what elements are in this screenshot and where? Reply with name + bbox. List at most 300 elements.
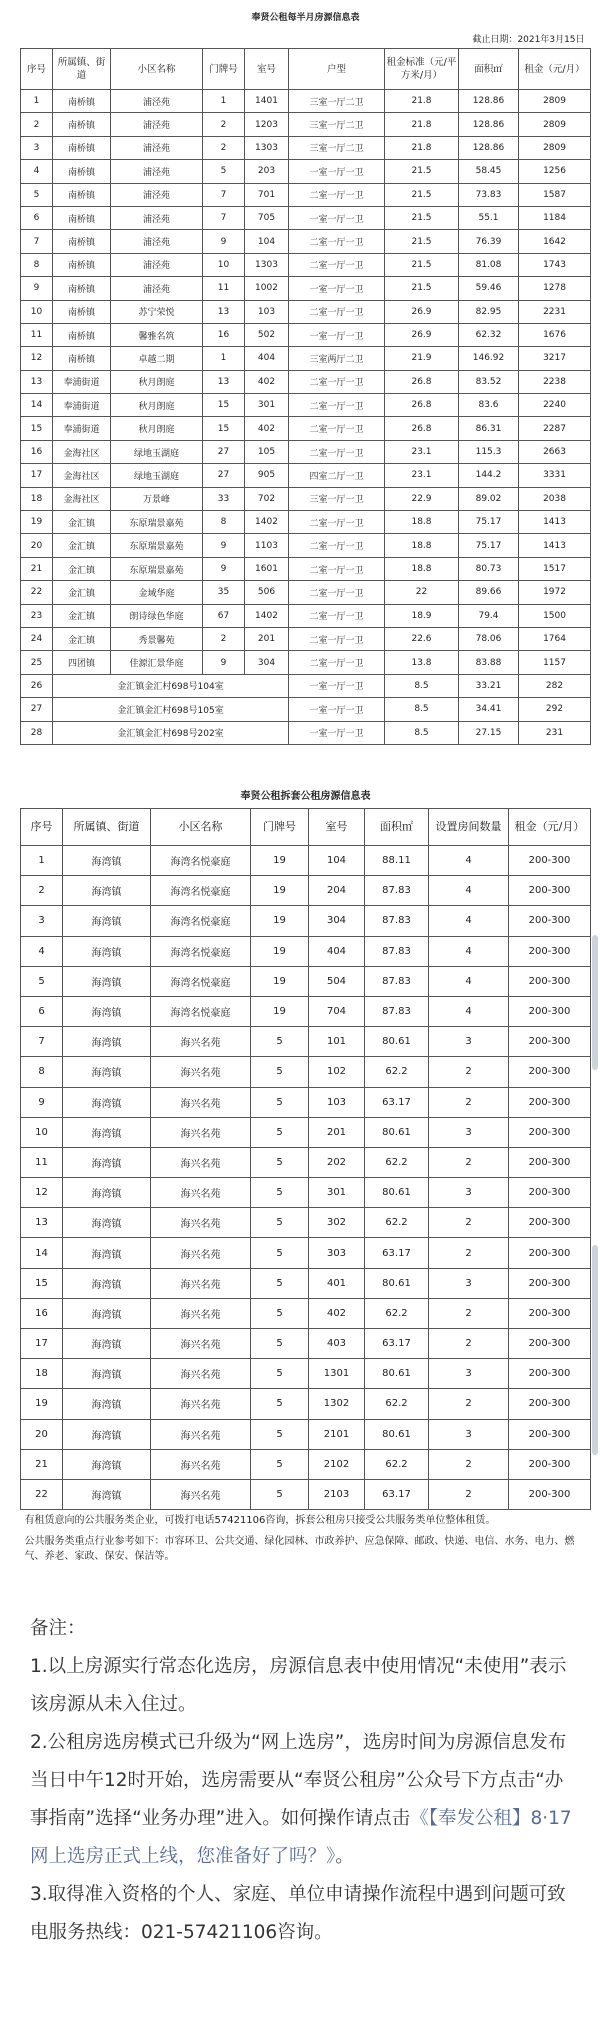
table-cell: 5: [251, 1238, 309, 1268]
table-cell: 海兴名苑: [151, 1027, 251, 1057]
table-row: [21, 1389, 591, 1419]
header-cell: 序号: [21, 809, 63, 846]
table-cell: 303: [309, 1238, 365, 1268]
table-cell: 86.31: [459, 417, 519, 440]
header-cell: 室号: [245, 49, 289, 90]
table-cell: 80.61: [365, 1268, 429, 1298]
table-cell: 27: [21, 698, 53, 721]
table-cell: 金汇镇: [53, 511, 111, 534]
table-cell: 62.2: [365, 1208, 429, 1238]
table-cell: 21.5: [385, 277, 459, 300]
table-cell: 海兴名苑: [151, 1117, 251, 1147]
table-cell: 12: [21, 347, 53, 370]
table-cell: 南桥镇: [53, 277, 111, 300]
table-cell: 南桥镇: [53, 160, 111, 183]
table-cell: 海兴名苑: [151, 1389, 251, 1419]
table-cell: 18.8: [385, 511, 459, 534]
table-cell: 三室一厅二卫: [289, 113, 385, 136]
table-cell: 63.17: [365, 1087, 429, 1117]
table-cell: 200-300: [509, 1057, 591, 1087]
table-cell: 34.41: [459, 698, 519, 721]
table-cell: 二室一厅一卫: [289, 557, 385, 580]
table-cell: 62.32: [459, 323, 519, 346]
table-cell: 9: [21, 1087, 63, 1117]
table-cell: 7: [203, 206, 245, 229]
table-cell: 22.9: [385, 487, 459, 510]
table-cell: 25: [21, 651, 53, 674]
table-cell: 一室一厅一卫: [289, 206, 385, 229]
header-cell: 小区名称: [111, 49, 203, 90]
table-cell: 200-300: [509, 1449, 591, 1479]
table-cell: 南桥镇: [53, 230, 111, 253]
table-cell: 1303: [245, 136, 289, 159]
table-cell: 1642: [519, 230, 591, 253]
table-body: [21, 90, 591, 745]
header-cell: 设置房间数量: [429, 809, 509, 846]
table-cell: 75.17: [459, 534, 519, 557]
table-cell: 二室一厅一卫: [289, 604, 385, 627]
table-row: [21, 370, 591, 393]
table-cell: 26.8: [385, 417, 459, 440]
table-row: [21, 1178, 591, 1208]
header-cell: 户型: [289, 49, 385, 90]
table-cell: 5: [203, 160, 245, 183]
table-cell: 海湾镇: [63, 1298, 151, 1328]
table-cell: 5: [251, 1329, 309, 1359]
remark-text: 2.公租房选房模式已升级为“网上选房”，选房时间为房源信息发布当日中午12时开始，选房需要从“奉贤公租房”公众号下方点击“办事指南”选择“业务办理”进入。如何操作请点击: [30, 1732, 567, 1829]
table-cell: 海兴名苑: [151, 1238, 251, 1268]
table-cell: 8.5: [385, 698, 459, 721]
table-cell: 海湾镇: [63, 1027, 151, 1057]
table-cell: 200-300: [509, 1298, 591, 1328]
table-cell: 南桥镇: [53, 183, 111, 206]
table-row: [21, 1268, 591, 1298]
table-cell: 1301: [309, 1359, 365, 1389]
table-row: [21, 1117, 591, 1147]
table-title: 奉贤公租拆套公租房源信息表: [21, 780, 591, 809]
table-cell: 金海社区: [53, 440, 111, 463]
table-cell: 2: [203, 136, 245, 159]
header-cell: 小区名称: [151, 809, 251, 846]
table-cell: 4: [429, 906, 509, 936]
split-housing-table-sheet: [20, 780, 590, 1567]
table-cell: 202: [309, 1147, 365, 1177]
article-link[interactable]: 《【奉发公租】8·17网上选房正式上线，您准备好了吗？》: [30, 1808, 572, 1867]
table-cell: 10: [21, 300, 53, 323]
table-cell: 404: [245, 347, 289, 370]
table-cell: 5: [251, 1479, 309, 1509]
table-cell: 浦泾苑: [111, 136, 203, 159]
table-cell: 海湾名悦豪庭: [151, 936, 251, 966]
table-cell: 2: [429, 1298, 509, 1328]
table-cell: 5: [251, 1117, 309, 1147]
table-cell: 奉浦街道: [53, 394, 111, 417]
table-cell: 一室一厅一卫: [289, 698, 385, 721]
table-row: [21, 721, 591, 744]
table-cell: 19: [251, 966, 309, 996]
table-row: [21, 557, 591, 580]
table-cell: 401: [309, 1268, 365, 1298]
table-cell: 19: [251, 996, 309, 1026]
table-cell: 金汇镇: [53, 581, 111, 604]
table-cell: 1972: [519, 581, 591, 604]
table-cell: 2240: [519, 394, 591, 417]
table-cell: 11: [21, 1147, 63, 1177]
table-cell: 21.8: [385, 90, 459, 113]
table-cell: 304: [245, 651, 289, 674]
table-cell: 200-300: [509, 1178, 591, 1208]
table-cell: 13: [21, 370, 53, 393]
table-cell: 1184: [519, 206, 591, 229]
table-row: [21, 1449, 591, 1479]
table-cell: 1401: [245, 90, 289, 113]
table-row: [21, 323, 591, 346]
table-cell: 一室一厅一卫: [289, 721, 385, 744]
table-cell: 702: [245, 487, 289, 510]
table-cell: 金汇镇: [53, 604, 111, 627]
table-cell: 2: [429, 1238, 509, 1268]
table-cell: 403: [309, 1329, 365, 1359]
table-body: [21, 846, 591, 1510]
table-cell: 2: [203, 113, 245, 136]
table-cell: 23.1: [385, 464, 459, 487]
table-cell: 二室一厅一卫: [289, 651, 385, 674]
table-cell: 200-300: [509, 1479, 591, 1509]
table-row: [21, 1419, 591, 1449]
table-row: [21, 113, 591, 136]
table-cell: 128.86: [459, 90, 519, 113]
table-row: [21, 1087, 591, 1117]
table-row: [21, 183, 591, 206]
table-cell: 3: [429, 1268, 509, 1298]
table-row: [21, 651, 591, 674]
table-row: [21, 464, 591, 487]
table-cell: 1500: [519, 604, 591, 627]
table-cell: 海湾镇: [63, 1449, 151, 1479]
header-cell: 租金标准（元/平方米/月）: [385, 49, 459, 90]
table-cell: 海湾镇: [63, 1419, 151, 1449]
table-cell: 80.61: [365, 1117, 429, 1147]
table-cell: 63.17: [365, 1479, 429, 1509]
table-cell: 浦泾苑: [111, 160, 203, 183]
table-cell: 绿地玉湖庭: [111, 464, 203, 487]
table-cell: 5: [251, 1389, 309, 1419]
table-cell: 87.83: [365, 876, 429, 906]
table-cell: 22: [21, 1479, 63, 1509]
table-cell: 15: [21, 417, 53, 440]
table-cell: 海湾镇: [63, 996, 151, 1026]
table-row: [21, 206, 591, 229]
table-cell: 秋月朗庭: [111, 370, 203, 393]
table-cell: 19: [21, 511, 53, 534]
table-cell: 金汇镇: [53, 534, 111, 557]
table-cell: 海兴名苑: [151, 1087, 251, 1117]
table-cell: 1601: [245, 557, 289, 580]
scrollbar-thumb[interactable]: [592, 1245, 598, 1455]
table-cell: 14: [21, 1238, 63, 1268]
table-cell: 1256: [519, 160, 591, 183]
table-cell: 13: [203, 370, 245, 393]
table-cell: 二室一厅一卫: [289, 394, 385, 417]
table-cell: 四室二厅一卫: [289, 464, 385, 487]
table-cell: 1676: [519, 323, 591, 346]
table-cell: 3: [429, 1117, 509, 1147]
table-cell: 海兴名苑: [151, 1298, 251, 1328]
table-cell: 11: [21, 323, 53, 346]
table-row: [21, 1238, 591, 1268]
table-cell: 87.83: [365, 996, 429, 1026]
table-cell: 128.86: [459, 136, 519, 159]
table-cell: 海兴名苑: [151, 1147, 251, 1177]
table-row: [21, 906, 591, 936]
table-cell: 304: [309, 906, 365, 936]
table-row: [21, 846, 591, 876]
table-cell: 63.17: [365, 1238, 429, 1268]
table-cell: 金海社区: [53, 487, 111, 510]
table-cell: 200-300: [509, 1147, 591, 1177]
table-cell: 1: [21, 90, 53, 113]
table-cell: 金汇镇金汇村698号104室: [53, 674, 289, 697]
table-cell: 8: [203, 511, 245, 534]
table-cell: 55.1: [459, 206, 519, 229]
table-cell: 200-300: [509, 1087, 591, 1117]
table-cell: 4: [429, 846, 509, 876]
table-cell: 21.5: [385, 160, 459, 183]
table-cell: 朗诗绿色华庭: [111, 604, 203, 627]
table-cell: 苏宁荣悦: [111, 300, 203, 323]
table-cell: 201: [245, 627, 289, 650]
table-cell: 金海社区: [53, 464, 111, 487]
table-row: [21, 936, 591, 966]
table-cell: 302: [309, 1208, 365, 1238]
table-cell: 1743: [519, 253, 591, 276]
table-cell: 1103: [245, 534, 289, 557]
table-row: [21, 230, 591, 253]
table-cell: 87.83: [365, 936, 429, 966]
table-cell: 南桥镇: [53, 206, 111, 229]
table-cell: 89.02: [459, 487, 519, 510]
table-cell: 101: [309, 1027, 365, 1057]
table-cell: 5: [251, 1449, 309, 1479]
table-row: [21, 136, 591, 159]
table-cell: 海湾镇: [63, 1087, 151, 1117]
table-cell: 秋月朗庭: [111, 417, 203, 440]
table-cell: 24: [21, 627, 53, 650]
table-cell: 15: [203, 394, 245, 417]
table-cell: 东原瑞景嘉苑: [111, 534, 203, 557]
table-cell: 301: [309, 1178, 365, 1208]
table-cell: 海湾名悦豪庭: [151, 996, 251, 1026]
table-cell: 76.39: [459, 230, 519, 253]
table-cell: 金汇镇: [53, 627, 111, 650]
table-cell: 海湾镇: [63, 846, 151, 876]
table-cell: 115.3: [459, 440, 519, 463]
table-cell: 海湾镇: [63, 1147, 151, 1177]
table-cell: 海兴名苑: [151, 1479, 251, 1509]
table-cell: 海湾名悦豪庭: [151, 876, 251, 906]
table-cell: 16: [21, 440, 53, 463]
table-cell: 200-300: [509, 996, 591, 1026]
table-cell: 200-300: [509, 966, 591, 996]
table-cell: 22.6: [385, 627, 459, 650]
table-cell: 5: [251, 1057, 309, 1087]
table-cell: 200-300: [509, 1117, 591, 1147]
table-cell: 82.95: [459, 300, 519, 323]
table-cell: 海湾镇: [63, 1238, 151, 1268]
table-cell: 80.61: [365, 1027, 429, 1057]
table-row: [21, 996, 591, 1026]
table-row: [21, 511, 591, 534]
table-cell: 二室一厅一卫: [289, 253, 385, 276]
table-cell: 21.8: [385, 113, 459, 136]
scrollbar-thumb[interactable]: [592, 935, 598, 1070]
table-cell: 8: [21, 253, 53, 276]
table-header-row: [21, 809, 591, 846]
table-cell: 一室一厅一卫: [289, 323, 385, 346]
table-cell: 1278: [519, 277, 591, 300]
table-cell: 19: [251, 876, 309, 906]
table-cell: 3: [21, 136, 53, 159]
table-cell: 83.6: [459, 394, 519, 417]
table-cell: 79.4: [459, 604, 519, 627]
table-cell: 海湾名悦豪庭: [151, 966, 251, 996]
table-cell: 404: [309, 936, 365, 966]
table-cell: 1002: [245, 277, 289, 300]
table-cell: 1203: [245, 113, 289, 136]
table-cell: 80.73: [459, 557, 519, 580]
table-cell: 7: [21, 230, 53, 253]
header-cell: 面积㎡: [365, 809, 429, 846]
table-cell: 浦泾苑: [111, 230, 203, 253]
table-cell: 18: [21, 1359, 63, 1389]
table-cell: 二室一厅一卫: [289, 440, 385, 463]
table-cell: 9: [203, 534, 245, 557]
table-cell: 23: [21, 604, 53, 627]
table-cell: 一室一厅一卫: [289, 160, 385, 183]
table-cell: 2663: [519, 440, 591, 463]
table-cell: 506: [245, 581, 289, 604]
table-cell: 21: [21, 557, 53, 580]
table-cell: 15: [203, 417, 245, 440]
table-cell: 金汇镇金汇村698号202室: [53, 721, 289, 744]
table-cell: 东原瑞景嘉苑: [111, 557, 203, 580]
table-cell: 南桥镇: [53, 90, 111, 113]
table-cell: 海湾名悦豪庭: [151, 846, 251, 876]
table-cell: 1413: [519, 534, 591, 557]
header-cell: 室号: [309, 809, 365, 846]
table-cell: 27: [203, 464, 245, 487]
table-row: [21, 698, 591, 721]
table-cell: 3331: [519, 464, 591, 487]
table-cell: 33.21: [459, 674, 519, 697]
table-cell: 26.8: [385, 394, 459, 417]
table-cell: 南桥镇: [53, 113, 111, 136]
table-cell: 1303: [245, 253, 289, 276]
table-cell: 282: [519, 674, 591, 697]
table-cell: 1: [203, 347, 245, 370]
table-cell: 13: [203, 300, 245, 323]
table-cell: 海兴名苑: [151, 1208, 251, 1238]
table-cell: 28: [21, 721, 53, 744]
header-cell: 门牌号: [203, 49, 245, 90]
table-cell: 200-300: [509, 1419, 591, 1449]
table-cell: 2809: [519, 136, 591, 159]
table-cell: 26: [21, 674, 53, 697]
table-cell: 104: [245, 230, 289, 253]
table-cell: 704: [309, 996, 365, 1026]
table-cell: 21.5: [385, 206, 459, 229]
table-cell: 海兴名苑: [151, 1449, 251, 1479]
table-cell: 22: [385, 581, 459, 604]
table-cell: 奉浦街道: [53, 417, 111, 440]
table-cell: 海兴名苑: [151, 1329, 251, 1359]
table-cell: 502: [245, 323, 289, 346]
table-cell: 402: [245, 417, 289, 440]
table-cell: 200-300: [509, 1027, 591, 1057]
table-cell: 海湾镇: [63, 1359, 151, 1389]
table-row: [21, 253, 591, 276]
table-row: [21, 1298, 591, 1328]
table-cell: 33: [203, 487, 245, 510]
table-cell: 26.8: [385, 370, 459, 393]
table-cell: 13: [21, 1208, 63, 1238]
table-cell: 海湾镇: [63, 1178, 151, 1208]
table-cell: 62.2: [365, 1389, 429, 1419]
table-cell: 8: [21, 1057, 63, 1087]
table-row: [21, 604, 591, 627]
table-cell: 104: [309, 846, 365, 876]
table-cell: 144.2: [459, 464, 519, 487]
table-cell: 1302: [309, 1389, 365, 1419]
table-cell: 1413: [519, 511, 591, 534]
table-row: [21, 440, 591, 463]
table-cell: 海湾镇: [63, 1329, 151, 1359]
table-cell: 200-300: [509, 1268, 591, 1298]
table-cell: 海湾镇: [63, 1057, 151, 1087]
header-cell: 所属镇、街道: [63, 809, 151, 846]
table-cell: 浦泾苑: [111, 253, 203, 276]
table-cell: 8.5: [385, 674, 459, 697]
table-cell: 18.8: [385, 557, 459, 580]
table-cell: 15: [21, 1268, 63, 1298]
table-cell: 海兴名苑: [151, 1419, 251, 1449]
table-cell: 南桥镇: [53, 347, 111, 370]
table-cell: 2238: [519, 370, 591, 393]
remark-item: [30, 1724, 575, 1876]
table-cell: 5: [21, 966, 63, 996]
table-cell: 80.61: [365, 1359, 429, 1389]
table-cell: 5: [251, 1419, 309, 1449]
table-cell: 5: [21, 183, 53, 206]
table-cell: 62.2: [365, 1298, 429, 1328]
table-cell: 浦泾苑: [111, 113, 203, 136]
table-cell: 20: [21, 1419, 63, 1449]
table-cell: 89.66: [459, 581, 519, 604]
table-cell: 19: [251, 846, 309, 876]
table-cell: 18.9: [385, 604, 459, 627]
table-row: [21, 876, 591, 906]
table-cell: 83.52: [459, 370, 519, 393]
table-cell: 2: [429, 1389, 509, 1419]
table-cell: 海湾镇: [63, 906, 151, 936]
table-cell: 14: [21, 394, 53, 417]
table-row: [21, 1057, 591, 1087]
table-cell: 2: [429, 1329, 509, 1359]
table-row: [21, 627, 591, 650]
table-cell: 1517: [519, 557, 591, 580]
table-cell: 78.06: [459, 627, 519, 650]
table-cell: 200-300: [509, 846, 591, 876]
